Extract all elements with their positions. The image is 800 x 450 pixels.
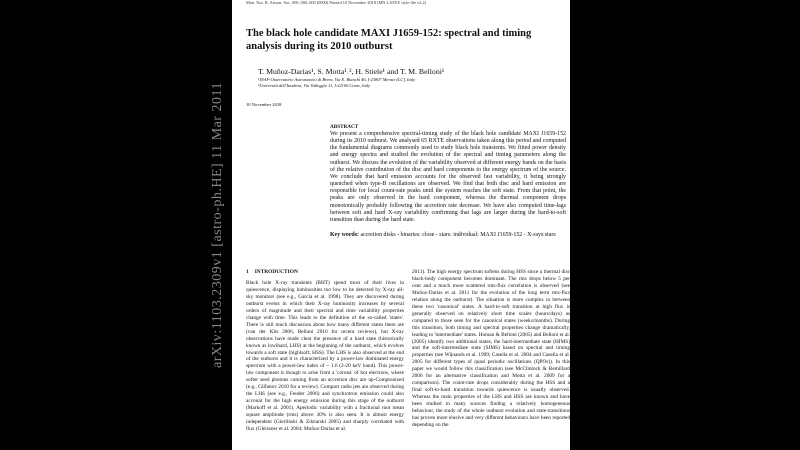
section-title: INTRODUCTION bbox=[254, 269, 298, 275]
paper-date: 10 November 2018 bbox=[246, 102, 282, 107]
section-heading bbox=[246, 269, 298, 275]
body-column-right: 2011). The high energy spectrum softens during HSS since a thermal disc black-body component becomes dominant. The rms drops below 5 per cent and a much more scattered rms-flux correlation is observed (see Muñoz-Darias et al. 2011 for the evolution of the long term rms-flux relation along the outburst). The situation is more complex in between these two 'canonical' states. A hard-to-soft transition at high flux is generally observed on relatively short time scales (hours/days) as compared to those seen for the canonical states (weeks/months). During this transition, both timing and spectral properties change dramatically, leading to 'intermediate' states. Homan & Belloni (2005) and Belloni et al. (2005) identify two additional states, the hard-intermediate state (HIMS) and the soft-intermediate state (SIMS) based on spectral and timing properties (see Wijnands et al. 1999; Casella et al. 2004 and Casella et al. 2005 for different types of quasi periodic oscillations (QPOs)). In this paper we would follow this classification (see McClintock & Remillard 2006 for an alternative classification and Motta et al. 2009 for a comparison). The count-rate drops considerably during the HSS and a final soft-to-hard transition towards quiescence is usually observed. Whereas the main properties of the LHS and HSS are known and have been studied in many sources finding a relatively homogeneous behaviour, the study of the whole outburst evolution and state-transitions has proven more elusive and very different behaviours have been reported depending on the bbox=[412, 269, 570, 428]
section-number: 1 bbox=[246, 269, 249, 275]
running-head: Mon. Not. R. Astron. Soc. 000, 000–000 (0000) Printed 10 November 2018 (MN LATEX style file v2.2) bbox=[246, 0, 427, 5]
title-line-1: The black hole candidate MAXI J1659-152: spectral and timing bbox=[246, 28, 532, 39]
abstract-text: We present a comprehensive spectral-timing study of the black hole candidate MAXI J1659-152 during its 2010 outburst. We analysed 65 RXTE observations taken along this period and computed the fundamental diagrams commonly used to study black hole transients. We fitted power density and energy spectra and studied the evolution of the spectral and timing parameters along the outburst. We discuss the evolution of the variability observed at different energy bands on the basis of the relative contribution of the disc and hard components to the energy spectrum of the source. We conclude that hard emission accounts for the observed fast variability, it being strongly quenched when type-B oscillations are observed. We find that both disc and hard emission are responsible for local count-rate peaks until the system reaches the soft state. From that point, the peaks are only observed in the hard component, whereas the thermal component drops monotonically probably following the accretion rate decrease. We have also computed time-lags between soft and hard X-ray variability confirming that lags are larger during the hard-to-soft transition than during the hard state. bbox=[330, 131, 566, 223]
abstract-heading: ABSTRACT bbox=[330, 124, 359, 130]
keywords-text: accretion disks - binaries: close - stars: individual: MAXI J1659-152 - X-rays:stars bbox=[360, 232, 556, 238]
keywords-label: Key words: bbox=[330, 232, 359, 238]
paper-page bbox=[232, 0, 570, 450]
title-line-2: analysis during its 2010 outburst bbox=[246, 41, 393, 52]
body-column-left: Black hole X-ray transients (BHT) spend most of their lives in quiescence, displaying luminosities too low to be detected by X-ray all-sky monitors (see e.g., Garcia et al. 1998). They are discovered during outburst events in which their X-ray luminosity increases by several orders of magnitude and their spectral and time variability properties change with time. This leads to the definition of the so-called 'states'. There is still much discussion about how many different states there are (van der Klis 2006, Belloni 2010 for recent reviews), but X-ray observations have made clear the presence of a hard state (historically known as lowlhard, LHS) at the beginning of the outburst, which evolves towards a soft state (highlsoft; HSS). The LHS is also observed at the end of the outburst and it is characterized by a power-law dominated energy spectrum with a power-law index of ~ 1.6 (2-20 keV band). This power-law component is though to arise from a 'corona' of hot electrons, where softer seed photons coming from an accretion disc are up-Comptonized (e.g., Gilfanov 2010 for a review). Compact radio jets are observed during the LHS (see e.g., Fender 2006) and synchrotron emission could also account for the high energy emission during this stage of the outburst (Markoff et al. 2001). Aperiodic variability with a fractional root mean square amplitude (rms) above 30% is also seen. It is almost energy independent (Gierliński & Zdziarski 2005) and sharply correlated with flux (Gleissner et al. 2004; Muñoz-Darias et al. bbox=[246, 280, 404, 433]
affiliation-2: ²Università dell'Insubria, Via Valleggio 11, I-22100 Como, Italy bbox=[258, 83, 371, 88]
paper-title bbox=[246, 27, 564, 53]
keywords bbox=[330, 232, 566, 239]
arxiv-stamp: arXiv:1103.2309v1 [astro-ph.HE] 11 Mar 2011 bbox=[210, 82, 225, 368]
affiliation-1: ¹INAF-Osservatorio Astronomico di Brera, Via E. Bianchi 46, I-23807 Merate (LC), Italy bbox=[258, 77, 416, 82]
author-list: T. Muñoz-Darias¹, S. Motta¹˒², H. Stiele¹ and T. M. Belloni¹ bbox=[258, 67, 445, 76]
